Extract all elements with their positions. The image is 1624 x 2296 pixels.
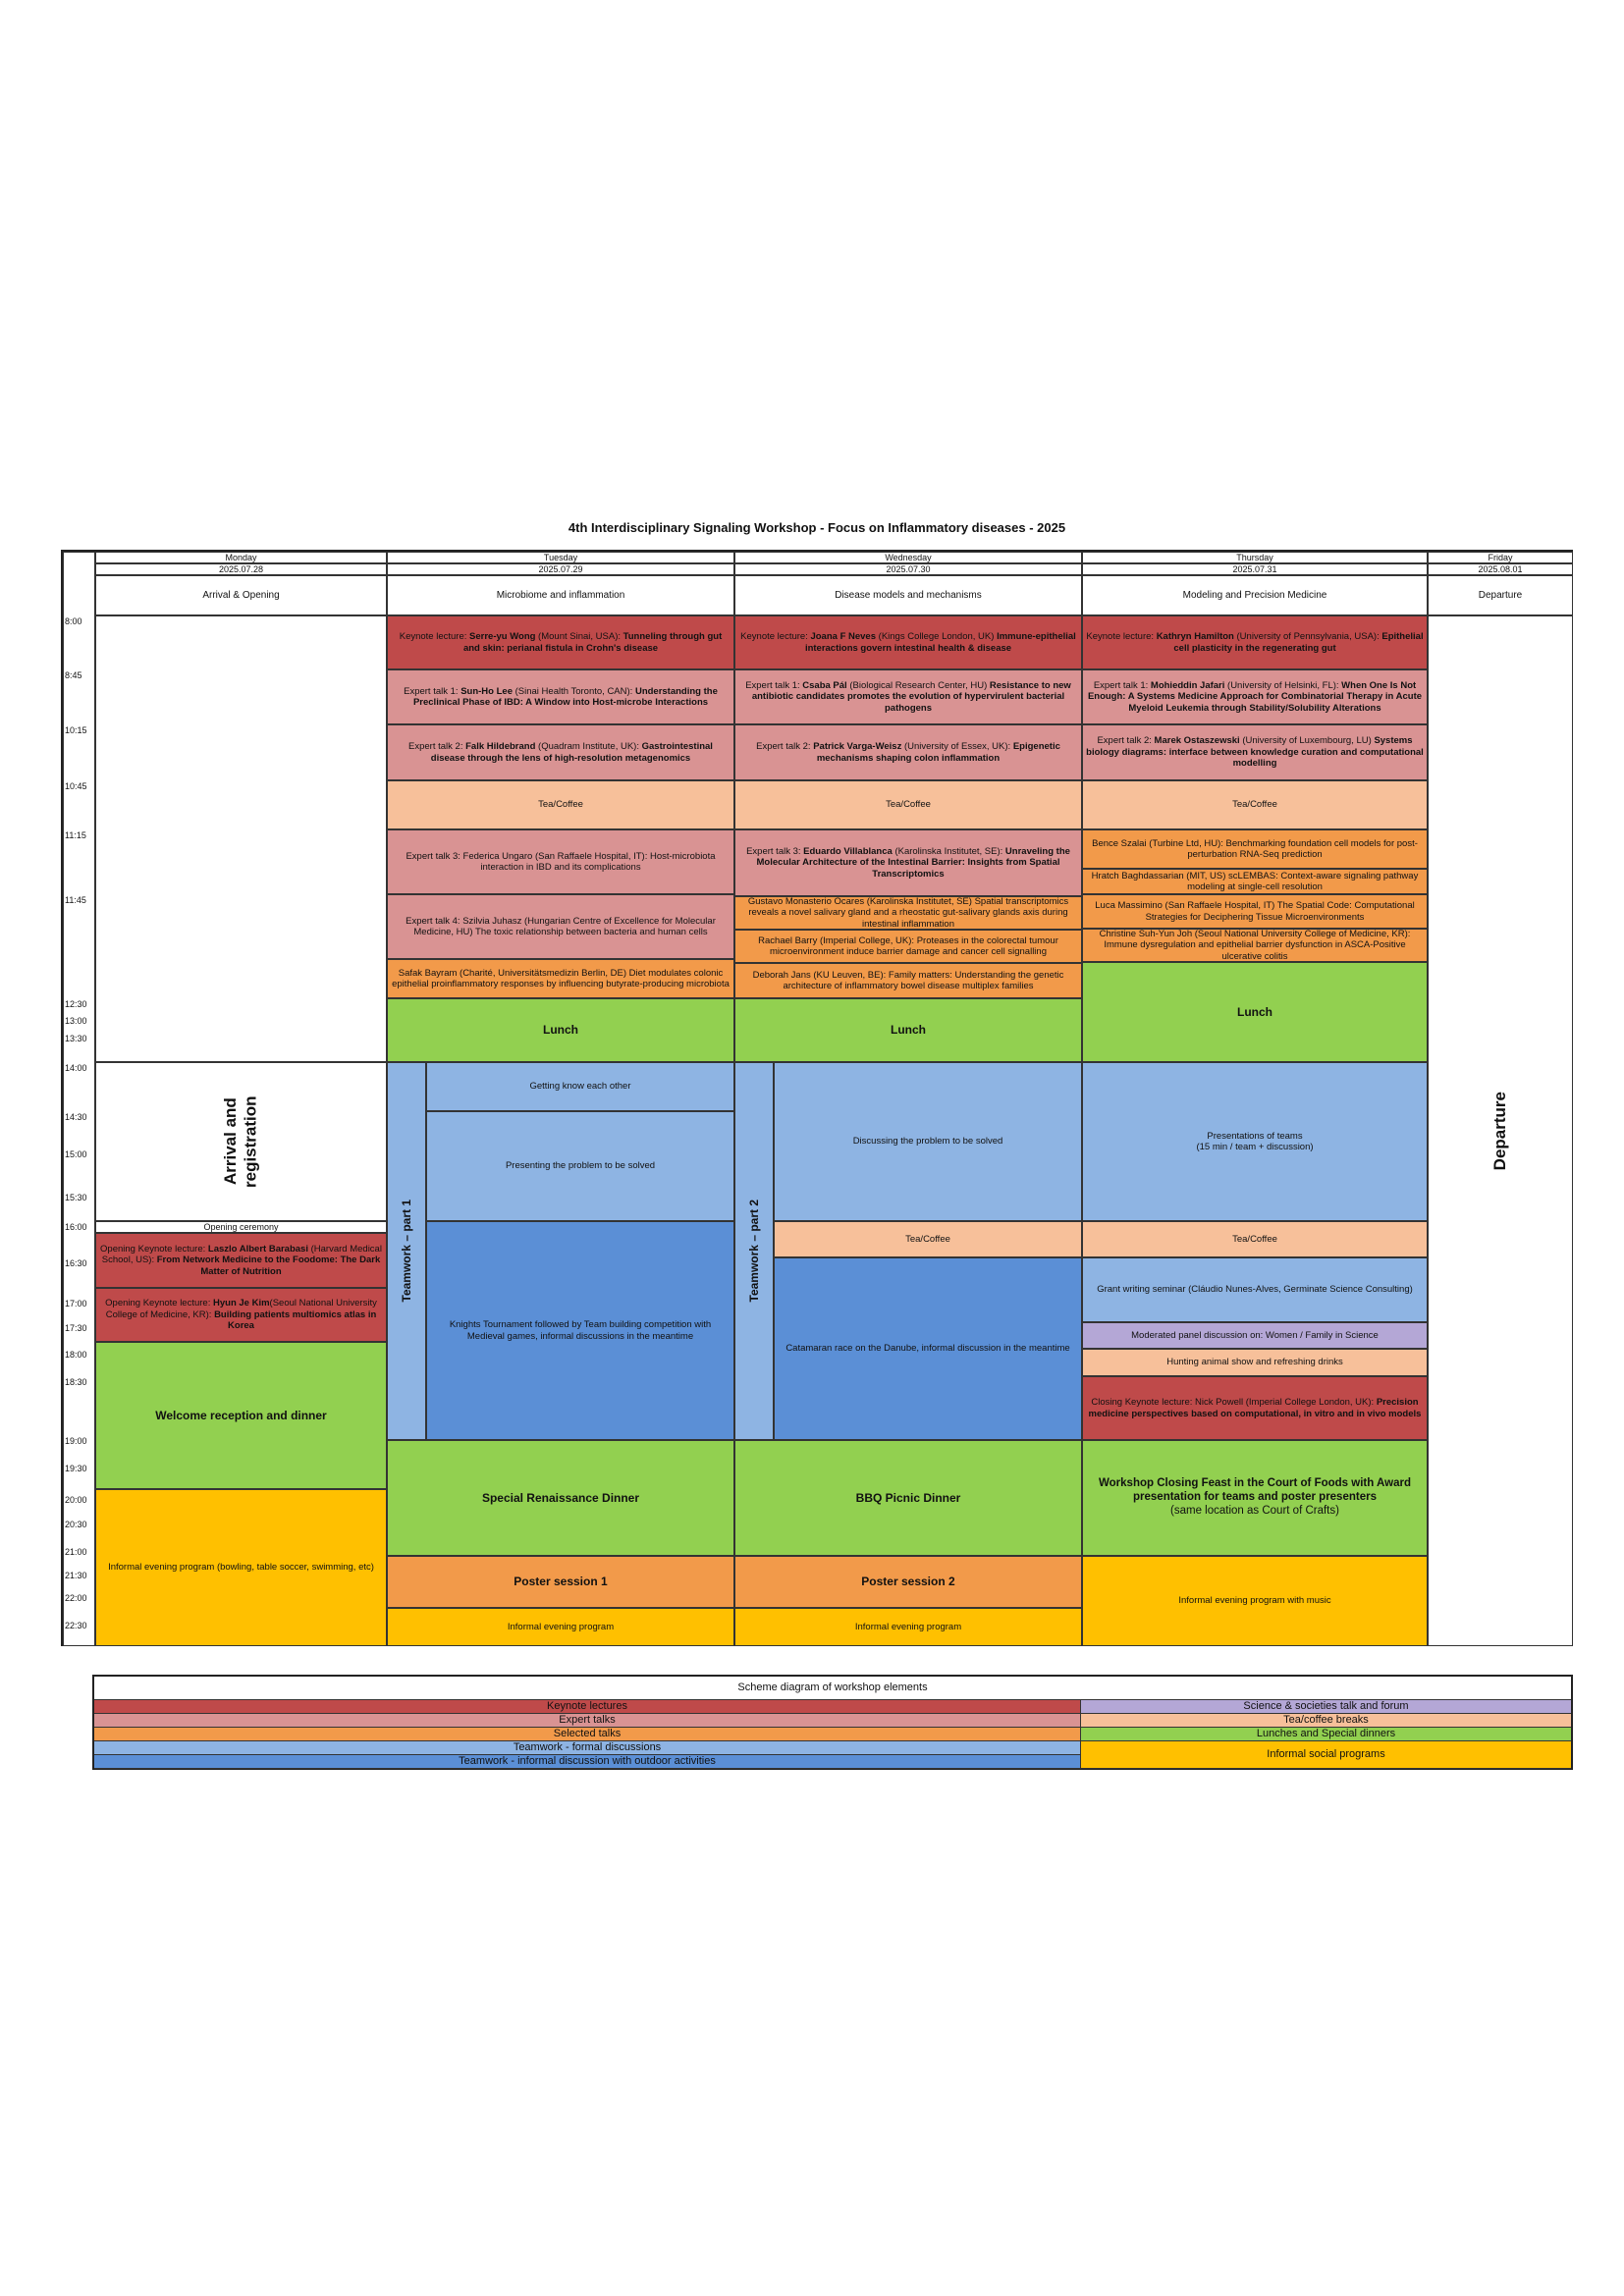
- thursday-selected-talk-1: Bence Szalai (Turbine Ltd, HU): Benchmarking foundation cell models for post-perturbation RNA-Seq prediction: [1082, 829, 1428, 869]
- legend-title: Scheme diagram of workshop elements: [94, 1677, 1571, 1700]
- time-label: 10:45: [65, 781, 87, 791]
- time-label: 21:30: [65, 1571, 87, 1580]
- day-name: Monday: [95, 552, 387, 563]
- legend-item: Lunches and Special dinners: [1080, 1728, 1571, 1741]
- tuesday-expert-2: Expert talk 2: Falk Hildebrand (Quadram Institute, UK): Gastrointestinal disease through the lens of high-resolution metagenomics: [387, 724, 734, 780]
- wednesday-tea: Tea/Coffee: [734, 780, 1082, 829]
- legend: [92, 1675, 1573, 1770]
- time-label: 13:00: [65, 1016, 87, 1026]
- time-label: 11:45: [65, 895, 86, 905]
- thursday-tea-2: Tea/Coffee: [1082, 1221, 1428, 1257]
- day-name: Tuesday: [387, 552, 734, 563]
- monday-welcome-dinner: Welcome reception and dinner: [95, 1342, 387, 1489]
- thursday-lunch: Lunch: [1082, 962, 1428, 1062]
- thursday-keynote: Keynote lecture: Kathryn Hamilton (University of Pennsylvania, USA): Epithelial cell plasticity in the regenerating gut: [1082, 615, 1428, 669]
- legend-item: Informal social programs: [1080, 1741, 1571, 1769]
- time-label: 22:00: [65, 1593, 87, 1603]
- legend-item: Teamwork - formal discussions: [94, 1741, 1080, 1755]
- tuesday-selected-talk: Safak Bayram (Charité, Universitätsmedizin Berlin, DE) Diet modulates colonic epithelial proinflammatory responses by influencing butyrate-producing microbiota: [387, 959, 734, 998]
- day-theme: Disease models and mechanisms: [734, 575, 1082, 615]
- thursday-tea: Tea/Coffee: [1082, 780, 1428, 829]
- day-theme: Modeling and Precision Medicine: [1082, 575, 1428, 615]
- day-name: Wednesday: [734, 552, 1082, 563]
- wednesday-evening-program: Informal evening program: [734, 1608, 1082, 1646]
- tuesday-lunch: Lunch: [387, 998, 734, 1062]
- tuesday-keynote: Keynote lecture: Serre-yu Wong (Mount Sinai, USA): Tunneling through gut and skin: perianal fistula in Crohn's disease: [387, 615, 734, 669]
- thursday-grant-seminar: Grant writing seminar (Cláudio Nunes-Alves, Germinate Science Consulting): [1082, 1257, 1428, 1322]
- legend-item: Teamwork - informal discussion with outdoor activities: [94, 1755, 1080, 1769]
- thursday-closing-keynote: Closing Keynote lecture: Nick Powell (Imperial College London, UK): Precision medicine perspectives based on computational, in vitro and in vivo models: [1082, 1376, 1428, 1440]
- day-date: 2025.07.30: [734, 563, 1082, 575]
- time-label: 8:45: [65, 670, 82, 680]
- thursday-selected-talk-4: Christine Suh-Yun Joh (Seoul National University College of Medicine, KR): Immune dysregulation and epithelial barrier dysfunction in ASCA-Positive ulcerative colitis: [1082, 929, 1428, 962]
- thursday-evening-program: Informal evening program with music: [1082, 1556, 1428, 1646]
- day-name: Friday: [1428, 552, 1573, 563]
- thursday-expert-1: Expert talk 1: Mohieddin Jafari (University of Helsinki, FL): When One Is Not Enough: A Systems Medicine Approach for Combinatorial Therapy in Acute Myeloid Leukemia through Stability/Solubility Alterations: [1082, 669, 1428, 724]
- page-title: 4th Interdisciplinary Signaling Workshop - Focus on Inflammatory diseases - 2025: [568, 520, 1066, 535]
- time-label: 16:30: [65, 1258, 87, 1268]
- monday-blank-morning: [95, 615, 387, 1062]
- monday-keynote-1: Opening Keynote lecture: Laszlo Albert Barabasi (Harvard Medical School, US): From Network Medicine to the Foodome: The Dark Matter of Nutrition: [95, 1233, 387, 1288]
- friday-departure-block: [1428, 615, 1573, 1646]
- wednesday-selected-talk-3: Deborah Jans (KU Leuven, BE): Family matters: Understanding the genetic architecture of inflammatory bowel disease multiplex families: [734, 963, 1082, 998]
- tuesday-dinner: Special Renaissance Dinner: [387, 1440, 734, 1556]
- time-label: 19:00: [65, 1436, 87, 1446]
- monday-keynote-2: Opening Keynote lecture: Hyun Je Kim(Seoul National University College of Medicine, KR): Building patients multiomics atlas in Korea: [95, 1288, 387, 1342]
- day-name: Thursday: [1082, 552, 1428, 563]
- tuesday-poster-session: Poster session 1: [387, 1556, 734, 1608]
- time-label: 15:30: [65, 1193, 87, 1202]
- departure-label: Departure: [1489, 1091, 1509, 1171]
- tuesday-teamwork-problem: Presenting the problem to be solved: [426, 1111, 734, 1221]
- wednesday-expert-2: Expert talk 2: Patrick Varga-Weisz (University of Essex, UK): Epigenetic mechanisms shaping colon inflammation: [734, 724, 1082, 780]
- day-date: 2025.07.28: [95, 563, 387, 575]
- time-label: 11:15: [65, 830, 86, 840]
- day-theme: Microbiome and inflammation: [387, 575, 734, 615]
- time-label: 20:00: [65, 1495, 87, 1505]
- wednesday-expert-1: Expert talk 1: Csaba Pál (Biological Research Center, HU) Resistance to new antibiotic candidates promotes the evolution of hypervirulent bacterial pathogens: [734, 669, 1082, 724]
- wednesday-dinner: BBQ Picnic Dinner: [734, 1440, 1082, 1556]
- opening-ceremony: Opening ceremony: [95, 1221, 387, 1233]
- time-label: 14:30: [65, 1112, 87, 1122]
- time-label: 19:30: [65, 1464, 87, 1473]
- thursday-team-presentations: Presentations of teams (15 min / team + discussion): [1082, 1062, 1428, 1221]
- day-date: 2025.07.31: [1082, 563, 1428, 575]
- legend-item: Science & societies talk and forum: [1080, 1700, 1571, 1714]
- thursday-selected-talk-3: Luca Massimino (San Raffaele Hospital, IT) The Spatial Code: Computational Strategies for Deciphering Tissue Microenvironments: [1082, 894, 1428, 929]
- legend-item: Keynote lectures: [94, 1700, 1080, 1714]
- teamwork-part1-label: Teamwork – part 1: [399, 1200, 413, 1303]
- day-date: 2025.07.29: [387, 563, 734, 575]
- tuesday-teamwork-label-block: [387, 1062, 426, 1440]
- time-label: 15:00: [65, 1149, 87, 1159]
- wednesday-tea-2: Tea/Coffee: [774, 1221, 1082, 1257]
- thursday-panel-discussion: Moderated panel discussion on: Women / Family in Science: [1082, 1322, 1428, 1349]
- time-label: 22:30: [65, 1621, 87, 1630]
- thursday-hunting-show: Hunting animal show and refreshing drinks: [1082, 1349, 1428, 1376]
- tuesday-teamwork-intro: Getting know each other: [426, 1062, 734, 1111]
- day-theme: Departure: [1428, 575, 1573, 615]
- tuesday-expert-4: Expert talk 4: Szilvia Juhasz (Hungarian Centre of Excellence for Molecular Medicine, HU) The toxic relationship between bacteria and human cells: [387, 894, 734, 959]
- wednesday-expert-3: Expert talk 3: Eduardo Villablanca (Karolinska Institutet, SE): Unraveling the Molecular Architecture of the Intestinal Barrier: Insights from Spatial Transcriptomics: [734, 829, 1082, 896]
- schedule-table: [61, 550, 1573, 1646]
- thursday-closing-feast: Workshop Closing Feast in the Court of Foods with Award presentation for teams and poster presenters (same location as Court of Crafts): [1082, 1440, 1428, 1556]
- thursday-selected-talk-2: Hratch Baghdassarian (MIT, US) scLEMBAS: Context-aware signaling pathway modeling at single-cell resolution: [1082, 869, 1428, 894]
- arrival-label: Arrival and registration: [221, 1095, 260, 1188]
- time-label: 16:00: [65, 1222, 87, 1232]
- day-date: 2025.08.01: [1428, 563, 1573, 575]
- time-label: 14:00: [65, 1063, 87, 1073]
- wednesday-keynote: Keynote lecture: Joana F Neves (Kings College London, UK) Immune-epithelial interactions govern intestinal health & disease: [734, 615, 1082, 669]
- time-label: 10:15: [65, 725, 87, 735]
- wednesday-teamwork-problem: Discussing the problem to be solved: [774, 1062, 1082, 1221]
- day-theme: Arrival & Opening: [95, 575, 387, 615]
- wednesday-teamwork-label-block: [734, 1062, 774, 1440]
- wednesday-catamaran-race: Catamaran race on the Danube, informal discussion in the meantime: [774, 1257, 1082, 1440]
- legend-item: Selected talks: [94, 1728, 1080, 1741]
- teamwork-part2-label: Teamwork – part 2: [746, 1200, 761, 1303]
- time-label: 8:00: [65, 616, 82, 626]
- legend-item: Expert talks: [94, 1714, 1080, 1728]
- tuesday-tea: Tea/Coffee: [387, 780, 734, 829]
- wednesday-selected-talk-2: Rachael Barry (Imperial College, UK): Proteases in the colorectal tumour microenvironment induce barrier damage and cancer cell signalling: [734, 930, 1082, 963]
- time-label: 17:00: [65, 1299, 87, 1308]
- tuesday-expert-1: Expert talk 1: Sun-Ho Lee (Sinai Health Toronto, CAN): Understanding the Preclinical Phase of IBD: A Window into Host-microbe Interactions: [387, 669, 734, 724]
- monday-arrival-block: [95, 1062, 387, 1221]
- time-column-frame: [63, 552, 95, 1646]
- tuesday-expert-3: Expert talk 3: Federica Ungaro (San Raffaele Hospital, IT): Host-microbiota interaction in IBD and its complications: [387, 829, 734, 894]
- time-label: 18:30: [65, 1377, 87, 1387]
- tuesday-evening-program: Informal evening program: [387, 1608, 734, 1646]
- time-label: 20:30: [65, 1520, 87, 1529]
- legend-item: Tea/coffee breaks: [1080, 1714, 1571, 1728]
- wednesday-selected-talk-1: Gustavo Monasterio Ocares (Karolinska Institutet, SE) Spatial transcriptomics reveals a novel salivary gland and a rheostatic gut-salivary glands axis during intestinal inflammation: [734, 896, 1082, 930]
- tuesday-knights-tournament: Knights Tournament followed by Team building competition with Medieval games, informal discussions in the meantime: [426, 1221, 734, 1440]
- time-label: 21:00: [65, 1547, 87, 1557]
- wednesday-poster-session: Poster session 2: [734, 1556, 1082, 1608]
- time-label: 17:30: [65, 1323, 87, 1333]
- wednesday-lunch: Lunch: [734, 998, 1082, 1062]
- monday-evening-program: Informal evening program (bowling, table soccer, swimming, etc): [95, 1489, 387, 1646]
- time-label: 12:30: [65, 999, 87, 1009]
- time-label: 13:30: [65, 1034, 87, 1043]
- time-label: 18:00: [65, 1350, 87, 1360]
- thursday-expert-2: Expert talk 2: Marek Ostaszewski (University of Luxembourg, LU) Systems biology diagrams: interface between knowledge curation and computational modelling: [1082, 724, 1428, 780]
